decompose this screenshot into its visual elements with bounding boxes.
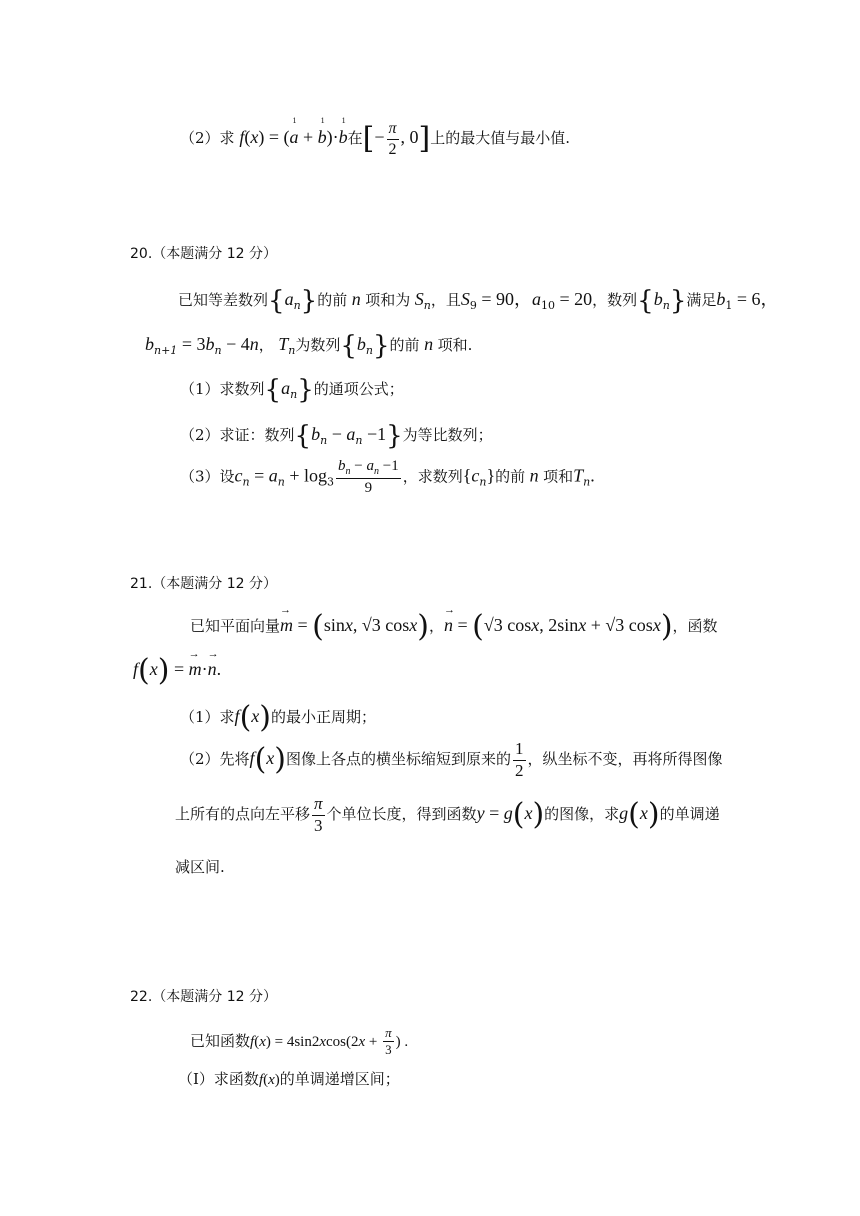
- q19-suffix: 上的最大值与最小值.: [430, 129, 571, 148]
- q21-heading: 21.（本题满分 12 分）: [130, 576, 277, 592]
- q19-mid: 在: [347, 129, 363, 148]
- q21-part2-line1: （2）先将f(x)图像上各点的横坐标缩短到原来的 $\frac{1}{2}$ ，纵坐标不变，再将所得图像: [180, 739, 723, 780]
- q21-stem-line2: f(x) = → m·→ n.: [133, 656, 221, 686]
- q19-interval: [: [362, 121, 375, 157]
- q22-stem: 已知函数f(x) = 4sin2xcos(2x + $\frac{\pi}{3}$ ) .: [190, 1025, 409, 1058]
- q19-part2-prefix: （2）求: [180, 129, 235, 148]
- q21-part1: （1）求f(x)的最小正周期；: [180, 700, 377, 735]
- q20-heading: 20.（本题满分 12 分）: [130, 246, 277, 262]
- q20-stem-line2: $b_{n+1} = 3b_n - 4n$， $T_n$为数列$\{b_n\}$的前 n 项和.: [145, 331, 473, 361]
- q20-stem-line1: 已知等差数列$\{a_n\}$的前 n 项和为 $S_n$，且$S_9 = 90$，$a_{10} = 20$，数列$\{b_n\}$满足$b_1 = 6$，: [178, 286, 779, 316]
- q19-part2: （2）求 f(x) = (1 a + 1 b)·1 b在[− $\frac{\pi}{2}$ , 0]上的最大值与最小值.: [180, 120, 570, 158]
- q20-part3: （3）设$c_n = a_n + \log_3$ $\frac{b_n - a_n -1}{9}$ ，求数列$\{c_n\}$的前 n 项和$T_n$.: [180, 458, 595, 496]
- q22-part1: （Ⅰ）求函数f(x)的单调递增区间；: [178, 1070, 400, 1088]
- q22-heading: 22.（本题满分 12 分）: [130, 989, 277, 1005]
- q21-part2-line2: 上所有的点向左平移 $\frac{\pi}{3}$ 个单位长度，得到函数y = g(x)的图像，求g(x)的单调递: [175, 794, 720, 835]
- q20-part2: （2）求证：数列$\{b_n - a_n -1\}$为等比数列；: [180, 421, 493, 451]
- q20-part1: （1）求数列$\{a_n\}$的通项公式；: [180, 375, 404, 405]
- q21-part2-line3: 减区间.: [175, 858, 225, 876]
- q19-formula: f(x) = (1 a + 1 b)·1 b: [239, 127, 347, 147]
- q21-stem-line1: 已知平面向量→ m = (sinx, √3 cosx)，→ n = (√3 cosx, 2sinx + √3 cosx)，函数: [190, 612, 718, 642]
